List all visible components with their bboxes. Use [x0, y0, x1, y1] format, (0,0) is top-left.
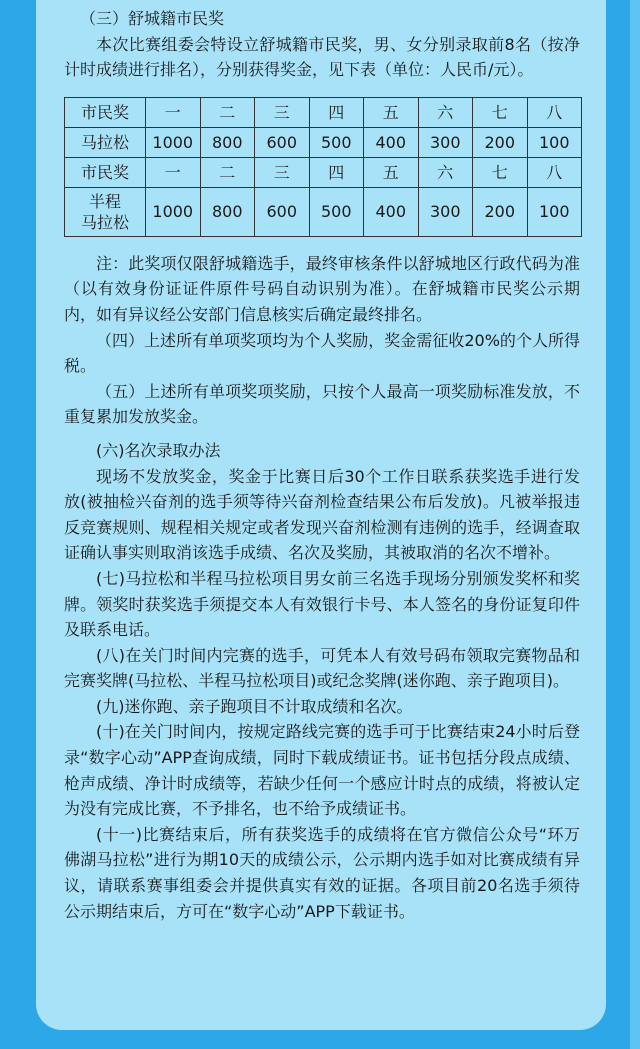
table-cell: 400: [364, 187, 419, 236]
note-paragraph: 注：此奖项仅限舒城籍选手，最终审核条件以舒城地区行政代码为准（以有效身份证证件原件号码自动识别为准）。在舒城籍市民奖公示期内，如有异议经公安部门信息核实后确定最终排名。: [64, 253, 580, 324]
table-cell: 六: [418, 97, 473, 127]
table-cell: 300: [418, 187, 473, 236]
section5-paragraph: （五）上述所有单项奖项奖励，只按个人最高一项奖励标准发放，不重复累加发放奖金。: [64, 381, 580, 427]
table-row: [65, 157, 582, 187]
section6-heading: (六)名次录取办法: [96, 440, 221, 460]
table-cell: [65, 187, 146, 236]
section9-paragraph: (九)迷你跑、亲子跑项目不计取成绩和名次。: [96, 696, 413, 716]
table-cell: 市民奖: [65, 157, 146, 187]
section6-paragraph: 现场不发放奖金，奖金于比赛日后30个工作日联系获奖选手进行发放(被抽检兴奋剂的选手须等待兴奋剂检查结果公布后发放)。凡被举报违反竞赛规则、规程相关规定或者发现兴奋剂检测有违例的选手，经调查取证确认事实则取消该选手成绩、名次及奖励，其被取消的名次不增补。: [64, 466, 580, 563]
page-edge-strip: [630, 0, 640, 1049]
table-cell: 500: [309, 127, 364, 157]
prize-table: [64, 97, 582, 237]
section3-heading: （三）舒城籍市民奖: [80, 9, 225, 28]
table-cell: 1000: [146, 187, 201, 236]
table-cell: 300: [418, 127, 473, 157]
table-cell: 马拉松: [65, 127, 146, 157]
label-line: 半程: [88, 191, 121, 211]
table-cell: 七: [473, 97, 528, 127]
table-cell: 二: [200, 157, 255, 187]
table-cell: 市民奖: [65, 97, 146, 127]
table-row: [65, 187, 582, 236]
table-cell: 五: [364, 97, 419, 127]
table-cell: 200: [473, 127, 528, 157]
table-cell: 六: [418, 157, 473, 187]
table-cell: 800: [200, 187, 255, 236]
table-cell: 500: [309, 187, 364, 236]
table-cell: 三: [255, 97, 310, 127]
table-cell: 一: [146, 157, 201, 187]
section4-paragraph: （四）上述所有单项奖项均为个人奖励，奖金需征收20%的个人所得税。: [64, 330, 580, 376]
table-cell: 200: [473, 187, 528, 236]
table-cell: 400: [364, 127, 419, 157]
section10-paragraph: (十)在关门时间内，按规定路线完赛的选手可于比赛结束24小时后登录“数字心动”APP查询成绩，同时下载成绩证书。证书包括分段点成绩、枪声成绩、净计时成绩等，若缺少任何一个感应计时点的成绩，将被认定为没有完成比赛，不予排名，也不给予成绩证书。: [64, 722, 580, 819]
table-cell: 三: [255, 157, 310, 187]
table-cell: 七: [473, 157, 528, 187]
table-cell: 八: [527, 157, 582, 187]
table-cell: 四: [309, 97, 364, 127]
table-cell: 100: [527, 187, 582, 236]
table-cell: 100: [527, 127, 582, 157]
table-cell: 600: [255, 127, 310, 157]
table-cell: 二: [200, 97, 255, 127]
table-cell: 八: [527, 97, 582, 127]
table-cell: 一: [146, 97, 201, 127]
rules-card: [36, 0, 606, 1030]
section7-paragraph: (七)马拉松和半程马拉松项目男女前三名选手现场分别颁发奖杯和奖牌。领奖时获奖选手须提交本人有效银行卡号、本人签名的身份证复印件及联系电话。: [64, 568, 580, 640]
section8-paragraph: (八)在关门时间内完赛的选手，可凭本人有效号码布领取完赛物品和完赛奖牌(马拉松、半程马拉松项目)或纪念奖牌(迷你跑、亲子跑项目)。: [64, 645, 580, 691]
section3-intro: 本次比赛组委会特设立舒城籍市民奖，男、女分别录取前8名（按净计时成绩进行排名），分别获得奖金，见下表（单位：人民币/元）。: [64, 34, 580, 80]
table-row: [65, 127, 582, 157]
label-line: 马拉松: [80, 212, 129, 232]
section11-paragraph: (十一)比赛结束后，所有获奖选手的成绩将在官方微信公众号“环万佛湖马拉松”进行为期10天的成绩公示，公示期内选手如对比赛成绩有异议，请联系赛事组委会并提供真实有效的证据。各项目前20名选手须待公示期结束后，方可在“数字心动”APP下载证书。: [64, 824, 580, 921]
table-cell: 五: [364, 157, 419, 187]
table-cell: 1000: [146, 127, 201, 157]
table-row: [65, 97, 582, 127]
table-cell: 600: [255, 187, 310, 236]
table-cell: 800: [200, 127, 255, 157]
table-cell: 四: [309, 157, 364, 187]
